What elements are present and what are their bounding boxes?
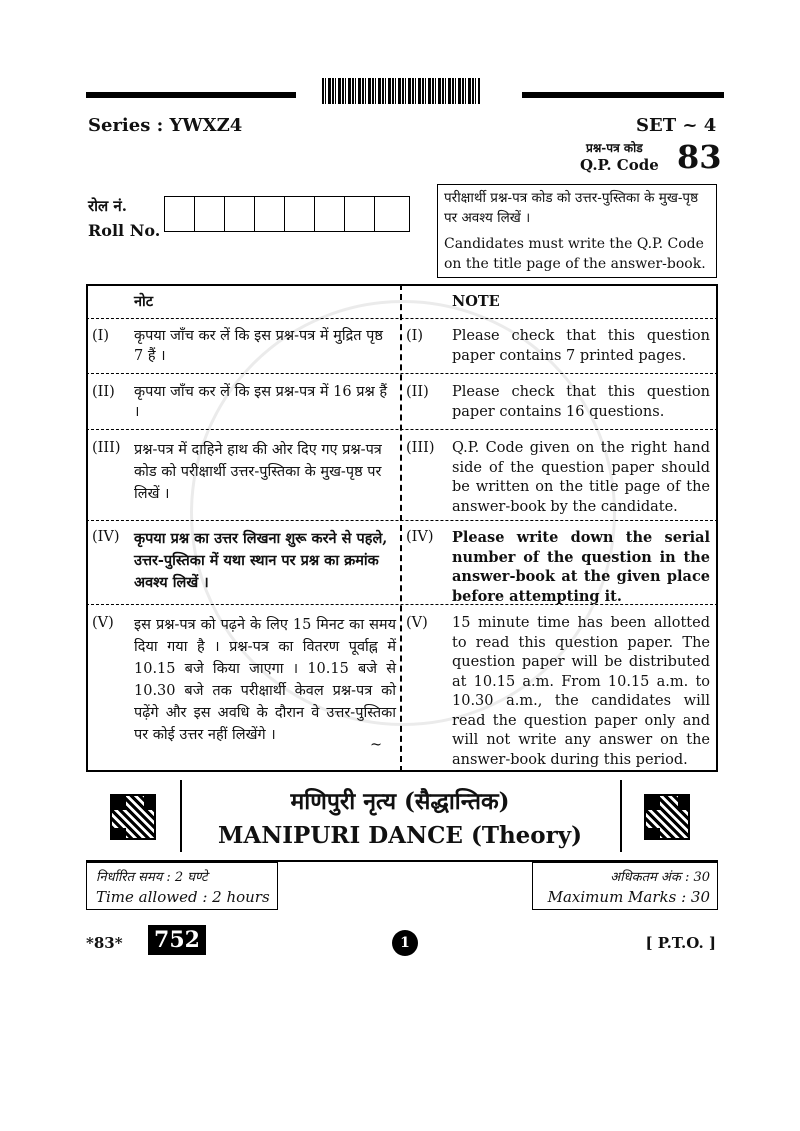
row-number: (V) [406, 615, 428, 631]
subject-english: MANIPURI DANCE (Theory) [217, 822, 583, 849]
row-number: (II) [406, 384, 429, 400]
marks-english: Maximum Marks : 30 [547, 888, 710, 906]
candidate-note-hindi: परीक्षार्थी प्रश्न-पत्र कोड को उत्तर-पुस्तिका के मुख-पृष्ठ पर अवश्य लिखें । [444, 190, 699, 226]
note-english: Q.P. Code given on the right hand side of the question paper should be written on the title page of the answer-book by the candidate. [452, 440, 710, 515]
row-number: (IV) [92, 529, 120, 545]
note-hindi: प्रश्न-पत्र में दाहिने हाथ की ओर दिए गए प्रश्न-पत्र कोड को परीक्षार्थी उत्तर-पुस्तिका के मुख-पृष्ठ पर लिखें । [134, 442, 382, 502]
note-hindi: कृपया जाँच कर लें कि इस प्रश्न-पत्र में 16 प्रश्न हैं । [134, 384, 388, 420]
row-number: (IV) [406, 529, 434, 545]
note-english: 15 minute time has been allotted to read this question paper. The question paper will be distributed at 10.15 a.m. From 10.15 a.m. to 10.30 a.m., the candidates will read the question paper only and will not write any answer on the answer-book during this period. [452, 615, 710, 768]
note-hindi: इस प्रश्न-पत्र को पढ़ने के लिए 15 मिनट का समय दिया गया है । प्रश्न-पत्र का वितरण पूर्वाह्न में 10.15 बजे किया जाएगा । 10.15 बजे से 10.30 बजे तक परीक्षार्थी केवल प्रश्न-पत्र को पढ़ेंगे और इस अवधि के दौरान वे उत्तर-पुस्तिका पर कोई उत्तर नहीं लिखेंगे । [134, 617, 396, 743]
time-english: Time allowed : 2 hours [96, 888, 270, 906]
note-hindi: कृपया जाँच कर लें कि इस प्रश्न-पत्र में मुद्रित पृष्ठ 7 हैं । [134, 328, 383, 364]
qr-code-left [110, 794, 156, 840]
row-number: (II) [92, 384, 115, 400]
roll-no-hindi: रोल नं. [88, 197, 127, 215]
roll-no-english: Roll No. [88, 221, 161, 240]
tilde-mark: ~ [370, 737, 383, 753]
row-divider [86, 429, 718, 430]
subject-hindi: मणिपुरी नृत्य (सैद्धान्तिक) [290, 788, 510, 815]
marks-hindi: अधिकतम अंक : 30 [610, 870, 710, 885]
row-number: (I) [92, 328, 110, 344]
note-english: Please check that this question paper contains 16 questions. [452, 384, 710, 420]
row-divider [86, 318, 718, 319]
row-divider [86, 520, 718, 521]
note-header-hindi: नोट [134, 293, 154, 310]
note-header-english: NOTE [452, 293, 500, 310]
note-english: Please write down the serial number of the question in the answer-book at the given place before attempting it. [452, 529, 710, 605]
row-divider [86, 373, 718, 374]
pto-label: [ P.T.O. ] [645, 934, 716, 952]
time-hindi: निर्धारित समय : 2 घण्टे [96, 870, 208, 885]
table-center-divider [400, 284, 402, 772]
row-number: (III) [92, 440, 121, 456]
footer-code: *83* [86, 934, 123, 952]
series-label: Series : YWXZ4 [88, 115, 243, 136]
footer-number: 752 [148, 925, 206, 955]
row-number: (I) [406, 328, 424, 344]
qp-code-value: 83 [677, 138, 722, 176]
subject-right-rule [620, 780, 622, 852]
top-right-rule [522, 92, 724, 98]
barcode [322, 78, 480, 104]
page-number: 1 [392, 930, 418, 956]
qr-code-right [644, 794, 690, 840]
candidate-note-english: Candidates must write the Q.P. Code on the title page of the answer-book. [444, 236, 706, 272]
top-left-rule [86, 92, 296, 98]
note-english: Please check that this question paper contains 7 printed pages. [452, 328, 710, 364]
row-number: (V) [92, 615, 114, 631]
qp-code-hindi: प्रश्न-पत्र कोड [586, 141, 643, 155]
note-hindi: कृपया प्रश्न का उत्तर लिखना शुरू करने से पहले, उत्तर-पुस्तिका में यथा स्थान पर प्रश्न का क्रमांक अवश्य लिखें । [134, 530, 388, 591]
qp-code-label: Q.P. Code [580, 156, 659, 174]
row-number: (III) [406, 440, 435, 456]
set-label: SET ~ 4 [636, 115, 717, 136]
